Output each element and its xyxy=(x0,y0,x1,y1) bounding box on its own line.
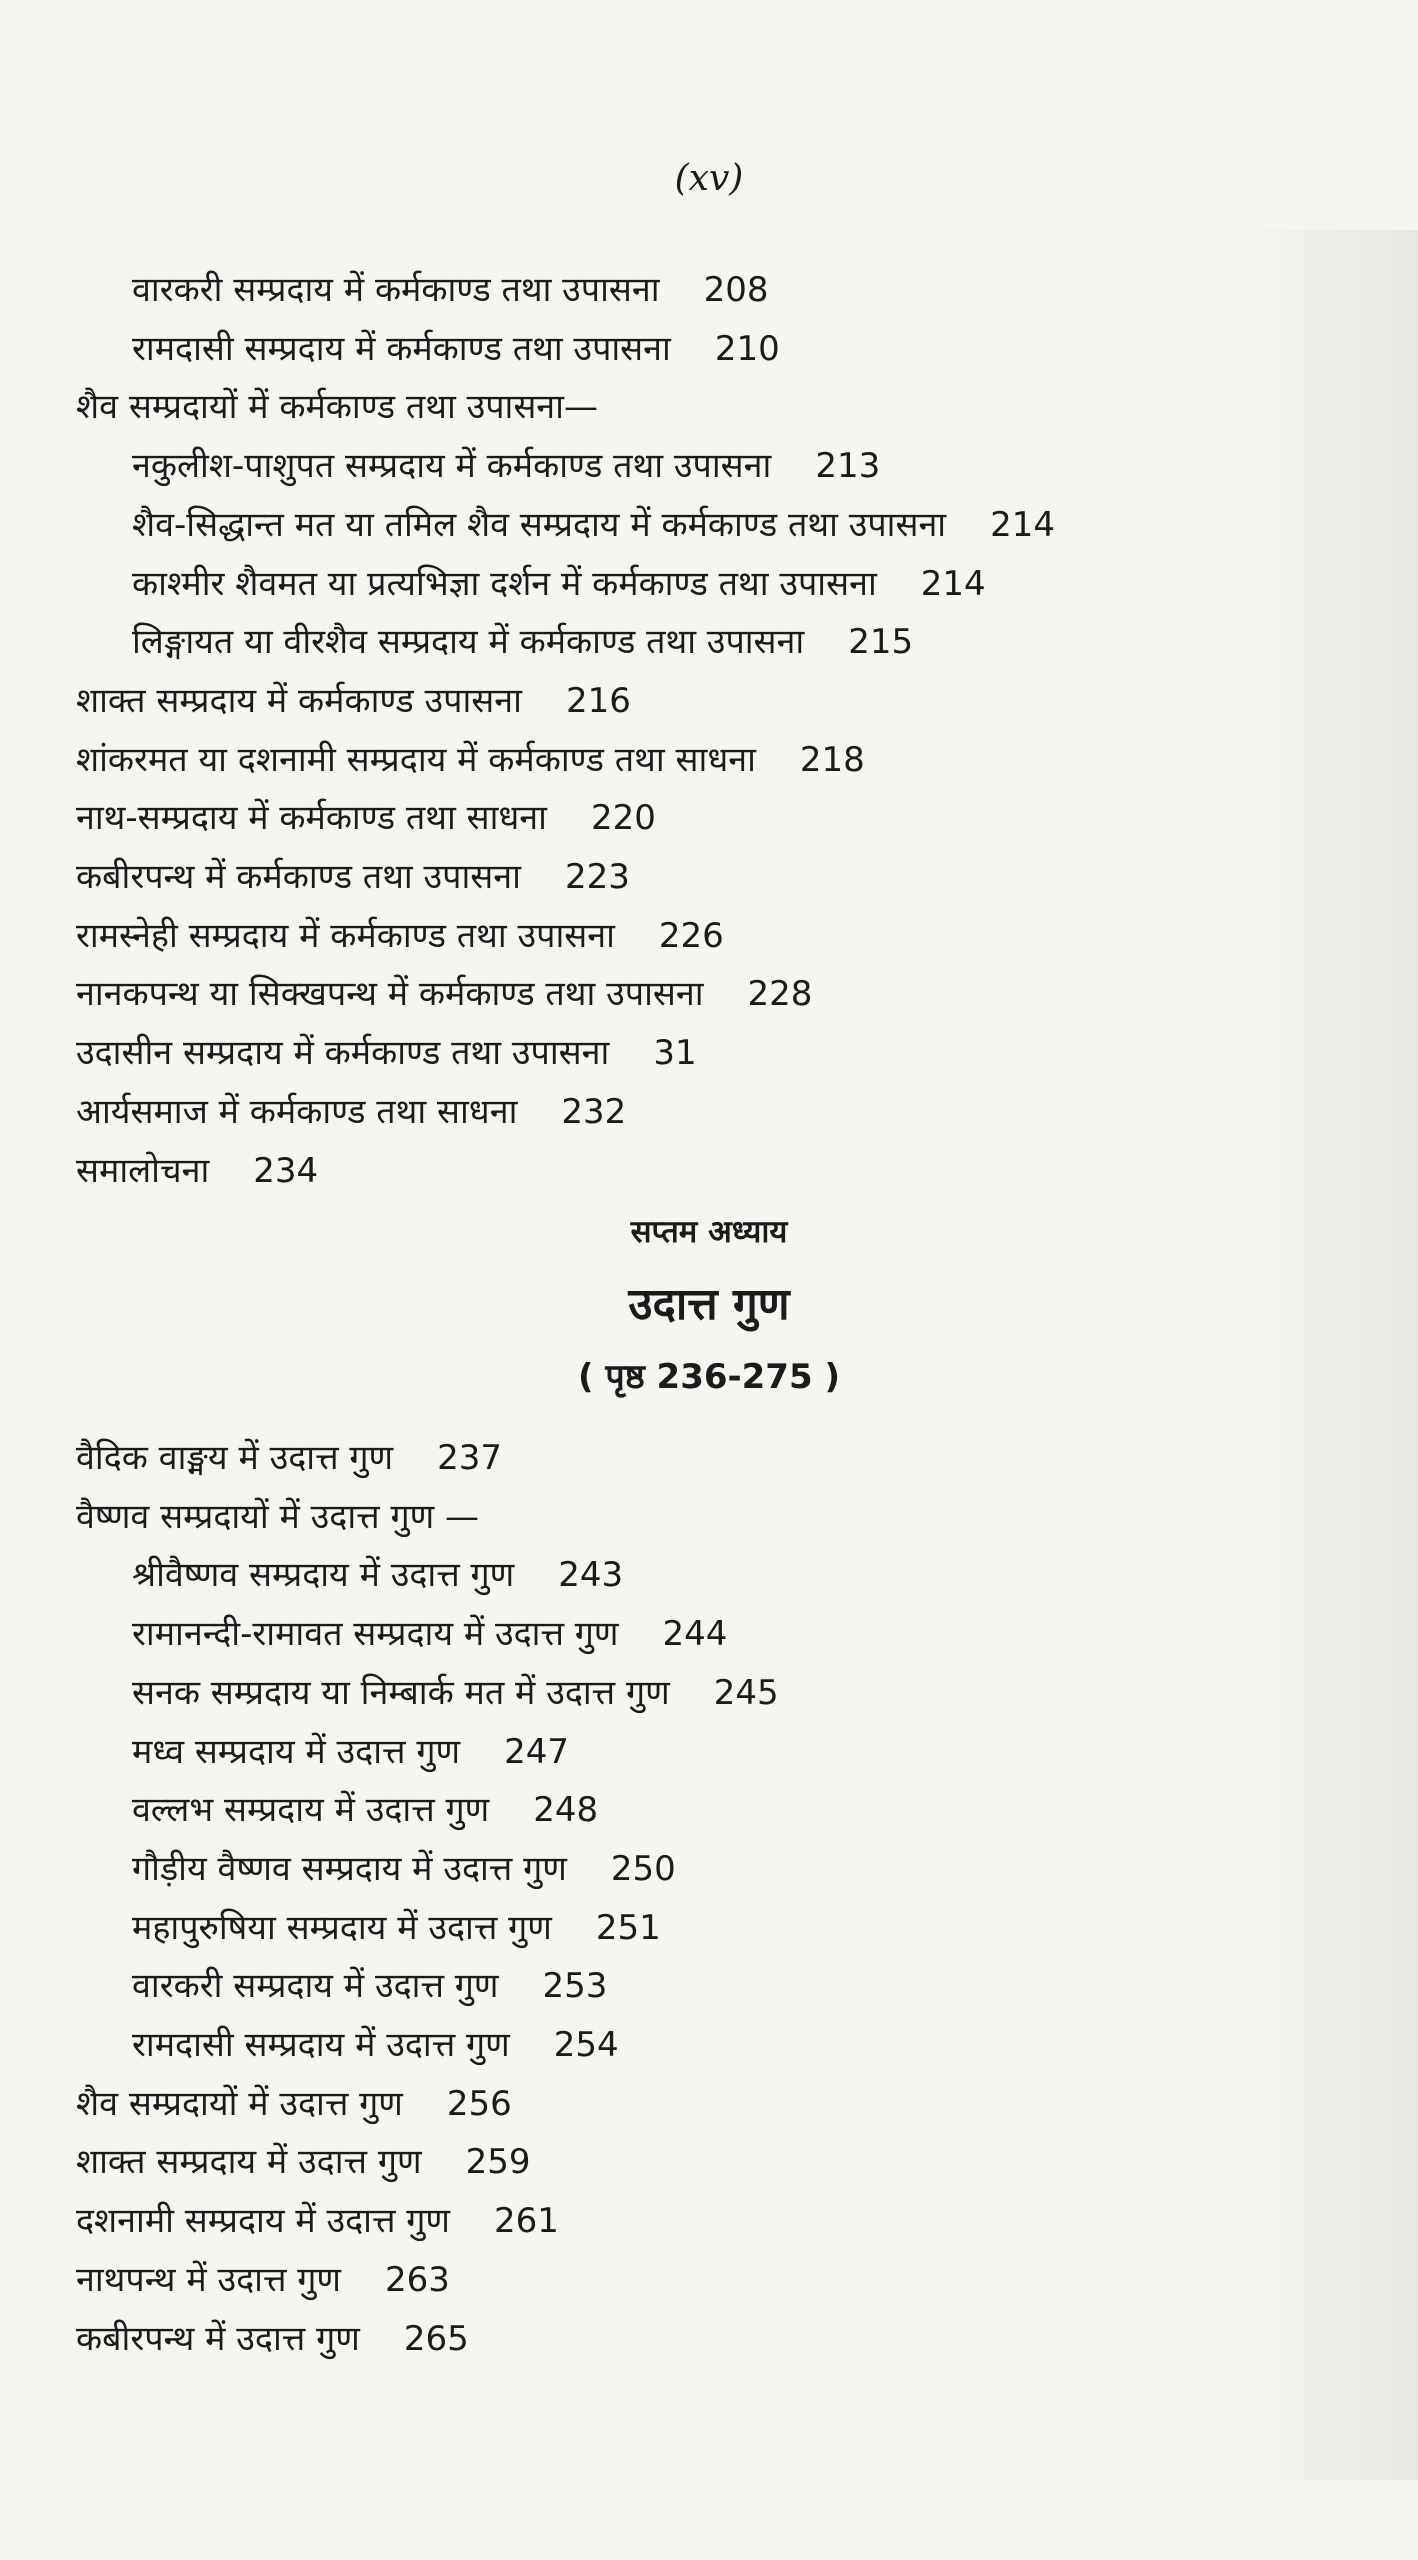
toc-entry-page-number: 251 xyxy=(595,1907,661,1948)
toc-entry-title: काश्मीर शैवमत या प्रत्यभिज्ञा दर्शन में कर्मकाण्ड तथा उपासना xyxy=(132,563,877,604)
toc-entry xyxy=(132,1612,727,1656)
toc-entry-title: रामानन्दी-रामावत सम्प्रदाय में उदात्त गुण xyxy=(132,1614,619,1655)
toc-entry-title: वल्लभ सम्प्रदाय में उदात्त गुण xyxy=(132,1790,490,1831)
toc-entry xyxy=(76,2082,512,2126)
toc-entry-title: शैव-सिद्धान्त मत या तमिल शैव सम्प्रदाय में कर्मकाण्ड तथा उपासना xyxy=(132,504,947,545)
toc-entry-title: नानकपन्थ या सिक्खपन्थ में कर्मकाण्ड तथा उपासना xyxy=(76,974,704,1015)
toc-entry xyxy=(132,1964,607,2008)
toc-entry-page-number: 218 xyxy=(799,739,865,780)
toc-entry-page-number: 214 xyxy=(990,504,1056,545)
chapter-title: उदात्त गुण xyxy=(628,1279,790,1330)
toc-entry-title: रामदासी सम्प्रदाय में कर्मकाण्ड तथा उपासना xyxy=(132,328,671,369)
page-number: (xv) xyxy=(674,158,744,199)
toc-entry-title: आर्यसमाज में कर्मकाण्ड तथा साधना xyxy=(76,1091,518,1132)
toc-entry-page-number: 259 xyxy=(465,2142,531,2183)
toc-entry xyxy=(76,1149,318,1193)
toc-entry xyxy=(132,1847,676,1891)
toc-entry-title: मध्व सम्प्रदाय में उदात्त गुण xyxy=(132,1731,461,1772)
toc-entry xyxy=(132,444,880,488)
toc-entry-title: नकुलीश-पाशुपत सम्प्रदाय में कर्मकाण्ड तथा उपासना xyxy=(132,446,772,487)
toc-entry xyxy=(132,620,913,664)
toc-entry-title: वैदिक वाङ्मय में उदात्त गुण xyxy=(76,1438,394,1478)
toc-entry xyxy=(76,1090,626,1134)
toc-entry xyxy=(76,738,865,782)
toc-entry-page-number: 226 xyxy=(658,915,724,956)
toc-entry xyxy=(132,1671,779,1715)
toc-entry-page-number: 237 xyxy=(437,1438,503,1478)
toc-entry-title: कबीरपन्थ में उदात्त गुण xyxy=(76,2318,360,2359)
toc-entry xyxy=(76,385,598,429)
toc-entry xyxy=(76,2199,559,2243)
toc-entry xyxy=(132,268,769,312)
toc-entry-title: महापुरुषिया सम्प्रदाय में उदात्त गुण xyxy=(132,1907,552,1948)
toc-entry xyxy=(76,2258,450,2302)
toc-entry-title: गौड़ीय वैष्णव सम्प्रदाय में उदात्त गुण xyxy=(132,1848,567,1889)
toc-entry-page-number: 263 xyxy=(384,2259,450,2300)
toc-entry-page-number: 245 xyxy=(713,1672,779,1713)
toc-entry xyxy=(76,2317,469,2361)
toc-entry-title: उदासीन सम्प्रदाय में कर्मकाण्ड तथा उपासना xyxy=(76,1033,610,1074)
toc-entry xyxy=(76,1495,479,1539)
toc-entry-page-number: 216 xyxy=(565,680,631,721)
toc-entry xyxy=(132,503,1055,547)
toc-entry-title: रामदासी सम्प्रदाय में उदात्त गुण xyxy=(132,2025,510,2065)
toc-entry xyxy=(76,914,724,958)
toc-entry-title: लिङ्गायत या वीरशैव सम्प्रदाय में कर्मकाण्ड तथा उपासना xyxy=(132,622,805,663)
toc-entry-page-number: 265 xyxy=(403,2318,469,2359)
toc-entry xyxy=(132,327,780,371)
toc-entry-page-number: 31 xyxy=(653,1033,697,1074)
toc-entry-page-number: 208 xyxy=(703,270,769,310)
toc-entry-page-number: 223 xyxy=(564,857,630,897)
toc-entry xyxy=(132,1906,661,1950)
toc-entry-title: शैव सम्प्रदायों में उदात्त गुण xyxy=(76,2083,403,2124)
toc-entry xyxy=(76,679,631,723)
toc-entry xyxy=(76,796,656,840)
chapter-page-range: ( पृष्ठ 236-275 ) xyxy=(578,1357,840,1397)
toc-entry-page-number: 261 xyxy=(494,2201,559,2242)
toc-entry-page-number: 234 xyxy=(253,1150,319,1191)
toc-entry-page-number: 254 xyxy=(553,2025,619,2065)
toc-entry-page-number: 247 xyxy=(504,1731,569,1772)
toc-entry xyxy=(76,2140,530,2184)
toc-entry-title: सनक सम्प्रदाय या निम्बार्क मत में उदात्त गुण xyxy=(132,1672,670,1713)
toc-entry xyxy=(76,855,630,899)
chapter-heading: सप्तम अध्याय xyxy=(630,1214,788,1250)
toc-entry xyxy=(132,1730,569,1774)
toc-entry xyxy=(132,1553,623,1597)
toc-entry-page-number: 244 xyxy=(662,1614,728,1655)
toc-entry-title: कबीरपन्थ में कर्मकाण्ड तथा उपासना xyxy=(76,857,521,897)
toc-entry-title: नाथ-सम्प्रदाय में कर्मकाण्ड तथा साधना xyxy=(76,798,547,839)
toc-entry-title: शांकरमत या दशनामी सम्प्रदाय में कर्मकाण्ड तथा साधना xyxy=(76,739,756,780)
toc-entry-page-number: 210 xyxy=(714,328,780,369)
toc-entry-title: शैव सम्प्रदायों में कर्मकाण्ड तथा उपासना— xyxy=(76,387,598,428)
toc-entry-title: वैष्णव सम्प्रदायों में उदात्त गुण — xyxy=(76,1496,479,1537)
toc-entry-page-number: 228 xyxy=(747,974,813,1015)
toc-entry-title: वारकरी सम्प्रदाय में उदात्त गुण xyxy=(132,1966,499,2007)
toc-entry-page-number: 215 xyxy=(848,622,914,663)
toc-entry-title: श्रीवैष्णव सम्प्रदाय में उदात्त गुण xyxy=(132,1555,515,1596)
toc-entry-page-number: 213 xyxy=(815,446,881,487)
toc-entry-page-number: 214 xyxy=(920,563,986,604)
toc-entry-title: रामस्नेही सम्प्रदाय में कर्मकाण्ड तथा उपासना xyxy=(76,915,615,956)
toc-entry-page-number: 243 xyxy=(558,1555,624,1596)
toc-entry-title: समालोचना xyxy=(76,1150,210,1191)
toc-entry-title: वारकरी सम्प्रदाय में कर्मकाण्ड तथा उपासना xyxy=(132,270,660,310)
toc-entry-page-number: 253 xyxy=(542,1966,608,2007)
toc-entry-page-number: 220 xyxy=(590,798,656,839)
toc-entry xyxy=(76,972,812,1016)
toc-entry-title: दशनामी सम्प्रदाय में उदात्त गुण xyxy=(76,2201,451,2242)
toc-entry-title: शाक्त सम्प्रदाय में उदात्त गुण xyxy=(76,2142,422,2183)
toc-entry-title: शाक्त सम्प्रदाय में कर्मकाण्ड उपासना xyxy=(76,680,522,721)
toc-entry xyxy=(132,2023,619,2067)
toc-entry-page-number: 248 xyxy=(533,1790,599,1831)
toc-entry-page-number: 256 xyxy=(446,2083,512,2124)
toc-entry xyxy=(76,1436,502,1480)
toc-entry xyxy=(76,1031,697,1075)
toc-entry xyxy=(132,562,986,606)
toc-entry-page-number: 232 xyxy=(561,1091,627,1132)
toc-entry-page-number: 250 xyxy=(610,1848,676,1889)
toc-entry-title: नाथपन्थ में उदात्त गुण xyxy=(76,2259,341,2300)
toc-entry xyxy=(132,1788,598,1832)
